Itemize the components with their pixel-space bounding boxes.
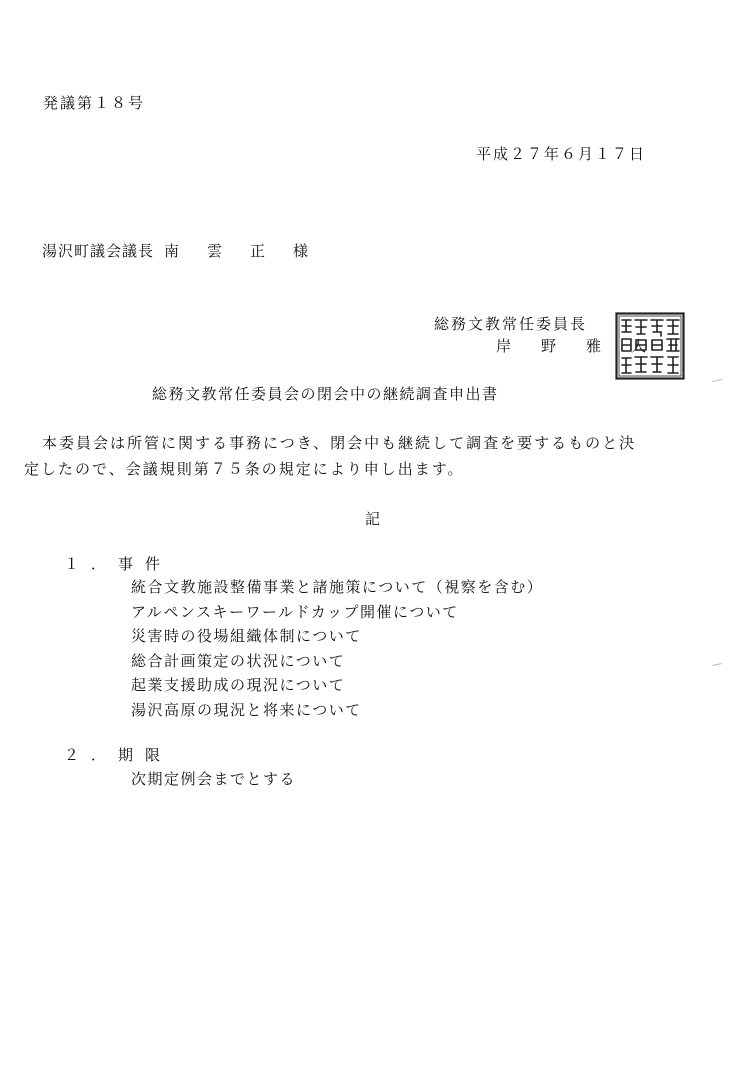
section-1-heading: １．事件 [64, 555, 173, 573]
section-2-heading: ２．期限 [64, 746, 173, 764]
investigation-items-list [131, 575, 543, 722]
addressee [42, 242, 309, 260]
scan-mark [712, 379, 722, 382]
deadline-text: 次期定例会までとする [131, 770, 297, 788]
list-item: 湯沢高原の現況と将来について [131, 700, 362, 719]
sender-title: 総務文教常任委員長 [434, 315, 588, 333]
body-text-line-2: 定したので、会議規則第７５条の規定により申し出ます。 [24, 460, 465, 478]
list-item: 災害時の役場組織体制について [131, 627, 362, 645]
list-item: 統合文教施設整備事業と諸施策について（視察を含む） [131, 578, 544, 596]
addressee-name: 南雲正 [164, 242, 294, 260]
addressee-title: 湯沢町議会議長 [42, 242, 155, 260]
document-title: 総務文教常任委員会の閉会中の継続調査申出書 [152, 385, 499, 403]
document-date: 平成２７年６月１７日 [476, 145, 647, 163]
sender-name: 岸野雅人 [496, 337, 677, 355]
official-seal-stamp [615, 312, 685, 380]
body-text-line-1: 本委員会は所管に関する事務につき、閉会中も継続して調査を要するものと決 [42, 434, 637, 452]
list-item: 起業支援助成の現況について [131, 676, 346, 694]
document-number: 発議第１８号 [43, 94, 146, 112]
scan-mark [712, 663, 722, 666]
list-item: 総合計画策定の状況について [131, 651, 346, 670]
addressee-honorific: 様 [293, 242, 310, 260]
list-item: アルペンスキーワールドカップ開催について [131, 602, 459, 621]
ki-heading: 記 [365, 510, 382, 528]
